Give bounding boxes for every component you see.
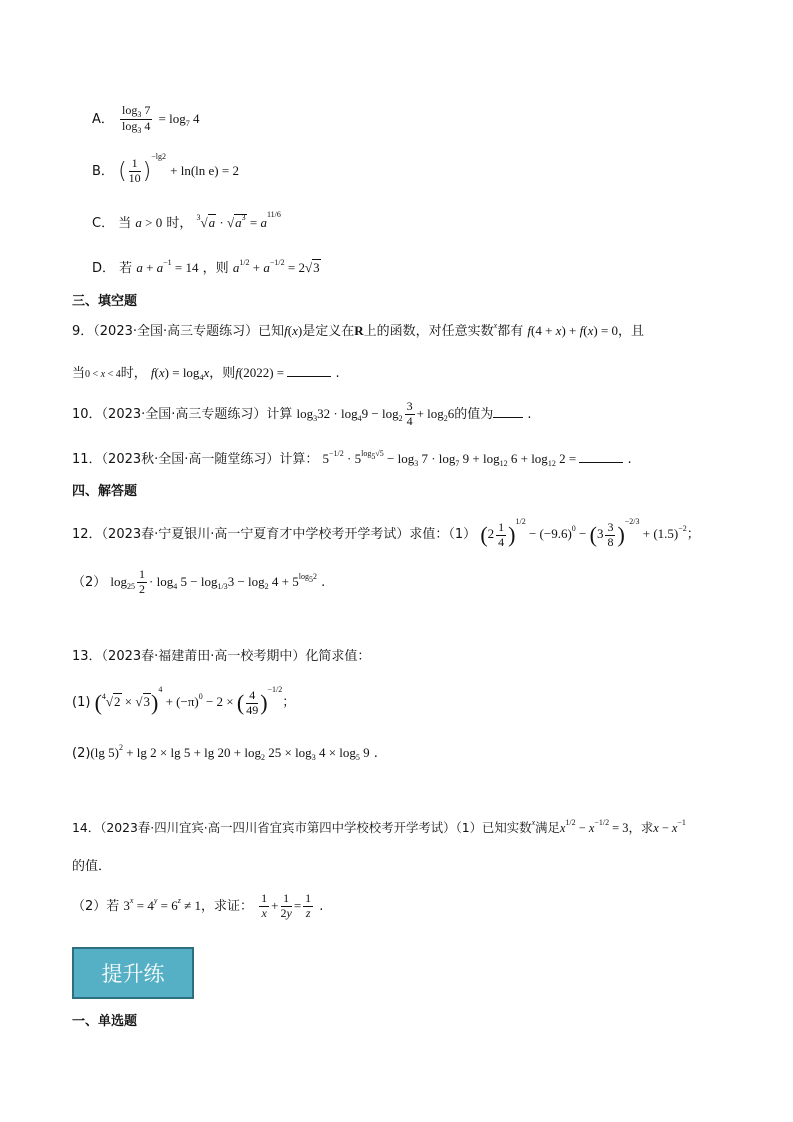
question-14: 14．（2023春·四川宜宾·高一四川省宜宾市第四中学校校考开学考试）（1）已知实数$^x$满足$x^{1/2} - x^{-1/2} = 3$，求$x - x^{-1}$: [72, 818, 686, 835]
option-b: B． ( $\frac{1}{10}$ )$^{-lg2}$ + ln(ln e) = 2: [92, 152, 239, 185]
question-13-part2: (2)(lg $5)^2 + \lg 2 \times \lg 5 + \lg 20 + \log_2 25 \times \log_3 4 \times \log_5 9$ .: [72, 743, 378, 762]
option-a: A． $\frac{\log_3 7}{\log_3 4}$ = $\log_7 4$: [92, 103, 200, 136]
section-solve: 四、解答题: [72, 484, 138, 499]
section-fill-in: 三、填空题: [72, 294, 138, 309]
question-12: 12．（2023春·宁夏银川·高一宁夏育才中学校考开学考试）求值：（1） (2 $\frac{1}{4}$ )$^{1/2} - (-9.6)^0 - (3$ $\frac{3}{8}$ )$^{-2/3} + (1.5)^{-2}$；: [72, 517, 700, 549]
question-10: 10．（2023·全国·高三专题练习）计算 $\log_332 \cdot \log_49 - \log_2$ $\frac{3}{4}$ + $\log_26$的值为 .: [72, 399, 532, 428]
question-13-part1: (1) $(^4√2 \times √3)^4 + (-\pi)^0 - 2$ × ( $\frac{4}{49}$ )$^{-1/2}$；: [72, 685, 296, 717]
question-11: 11．（2023秋·全国·高一随堂练习）计算： $5^{-1/2} \cdot 5^{log_5√5} - \log_3 7 \cdot \log_7 9 + \log_{12} 6 + \log_{12} 2$ = .: [72, 449, 632, 468]
question-14-part2: （2）若 $3^x = 4^y = 6^z \ne 1$，求证： $\frac{1}{x}$ + $\frac{1}{2y}$ = $\frac{1}{z}$ .: [72, 891, 324, 920]
question-13: 13．（2023春·福建莆田·高一校考期中）化简求值：: [72, 649, 371, 664]
section-single-choice: 一、单选题: [72, 1014, 138, 1029]
improvement-practice-button[interactable]: 提升练: [72, 947, 194, 999]
question-12-part2: （2） $\log_{25}$ $\frac{1}{2}$ · $\log_4 5 - \log_{1/3}3 - \log_2 4 + 5^{log_52}$ .: [72, 567, 326, 596]
fraction: $\frac{\log_3 7}{\log_3 4}$: [122, 103, 151, 136]
answer-blank[interactable]: [579, 461, 623, 463]
answer-blank[interactable]: [493, 416, 523, 418]
question-9-line2: 当0 < x < 4时， $f(x) = \log_4x$，则f(2022) = .: [72, 365, 340, 382]
question-14-line2: 的值．: [72, 859, 112, 874]
answer-blank[interactable]: [287, 375, 331, 377]
question-9: 9．（2023·全国·高三专题练习）已知f(x)是定义在R上的函数，对任意实数$^x$都有 f(4 + x) + f(x) = 0，且: [72, 321, 645, 339]
option-c: C． 当 a > 0 时， $^3√a \cdot √a^3 = a^{11/6}$: [92, 210, 281, 231]
option-d: D． 若 $a + a^{-1} = 14$ ，则 $a^{1/2} + a^{-1/2} = 2√3$: [92, 258, 320, 276]
